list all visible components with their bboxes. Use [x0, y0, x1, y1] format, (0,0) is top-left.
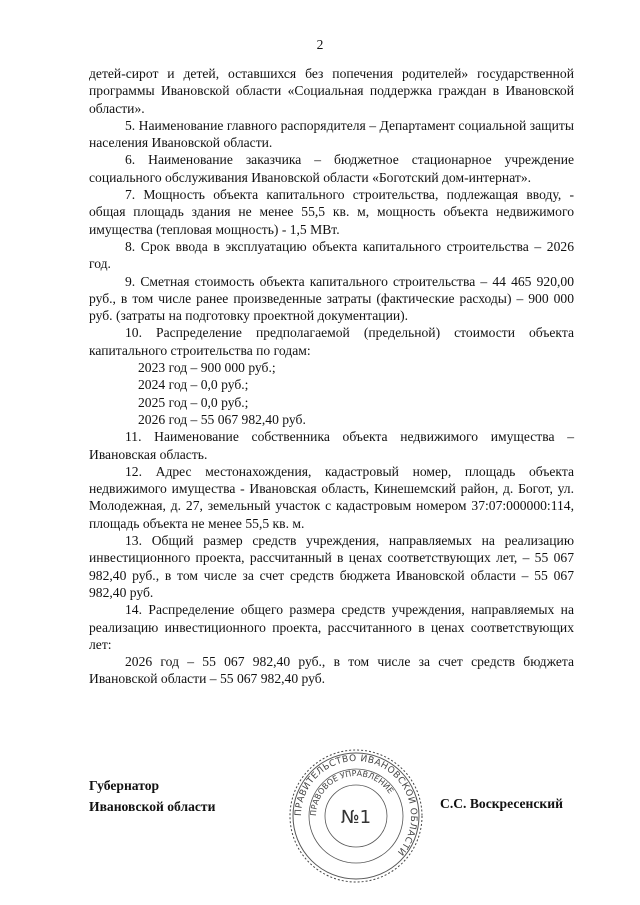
seal-outer-text: ПРАВИТЕЛЬСТВО ИВАНОВСКОЙ ОБЛАСТИ [293, 753, 419, 858]
paragraph: 2025 год – 0,0 руб.; [138, 394, 249, 410]
paragraph: 14. Распределение общего размера средств учреждения, направляемых на реализацию инвестиционного проекта, рассчитанного в ценах соответствующих лет: [89, 602, 574, 652]
paragraph: 13. Общий размер средств учреждения, направляемых на реализацию инвестиционного проекта, рассчитанный в ценах соответствующих лет, – 55 067 982,40 руб., в том числе за счет средств бюджета Ивановской области – 55 067 982,40 руб. [89, 533, 574, 600]
paragraph: детей-сирот и детей, оставшихся без попечения родителей» государственной программы Ивановской области «Социальная поддержка граждан в Ивановской области». [89, 66, 574, 116]
seal-number: №1 [340, 807, 372, 828]
paragraph: 10. Распределение предполагаемой (предельной) стоимости объекта капитального строительства по годам: [89, 325, 574, 358]
paragraph: 2024 год – 0,0 руб.; [138, 377, 249, 393]
paragraph: 2026 год – 55 067 982,40 руб., в том числе за счет средств бюджета Ивановской области – 55 067 982,40 руб. [89, 654, 574, 687]
paragraph: 2023 год – 900 000 руб.; [138, 360, 276, 376]
paragraph: 6. Наименование заказчика – бюджетное стационарное учреждение социального обслуживания Ивановской области «Боготский дом-интернат». [89, 152, 574, 185]
page-number: 2 [316, 37, 324, 52]
paragraph: 2026 год – 55 067 982,40 руб. [138, 411, 306, 427]
official-seal [288, 748, 424, 884]
paragraph: 11. Наименование собственника объекта недвижимого имущества – Ивановская область. [89, 429, 574, 462]
paragraph: 7. Мощность объекта капитального строительства, подлежащая вводу, - общая площадь здания не менее 55,5 кв. м, мощность объекта недвижимого имущества (тепловая мощность) - 1,5 МВт. [89, 187, 574, 237]
paragraph: 5. Наименование главного распорядителя – Департамент социальной защиты населения Ивановской области. [89, 117, 574, 151]
paragraph: 8. Срок ввода в эксплуатацию объекта капитального строительства – 2026 год. [89, 238, 574, 272]
signatory-name: С.С. Воскресенский [440, 796, 563, 811]
signature-title-line1: Губернатор [89, 778, 160, 793]
document-body [89, 65, 574, 688]
signature-title [89, 775, 215, 817]
signature-title-line2: Ивановской области [89, 799, 216, 814]
paragraph: 12. Адрес местонахождения, кадастровый номер, площадь объекта недвижимого имущества - Ивановская область, Кинешемский район, д. Богот, ул. Молодежная, д. 27, земельный участок с кадастровым номером 37:07:000000:114, площадь объекта не менее 55,5 кв. м. [89, 463, 574, 531]
paragraph: 9. Сметная стоимость объекта капитального строительства – 44 465 920,00 руб., в том числе ранее произведенные затраты (фактические расходы) – 900 000 руб. (затраты на подготовку проектной документации). [89, 273, 574, 324]
seal-inner-text: ПРАВОВОЕ УПРАВЛЕНИЕ [308, 768, 396, 817]
